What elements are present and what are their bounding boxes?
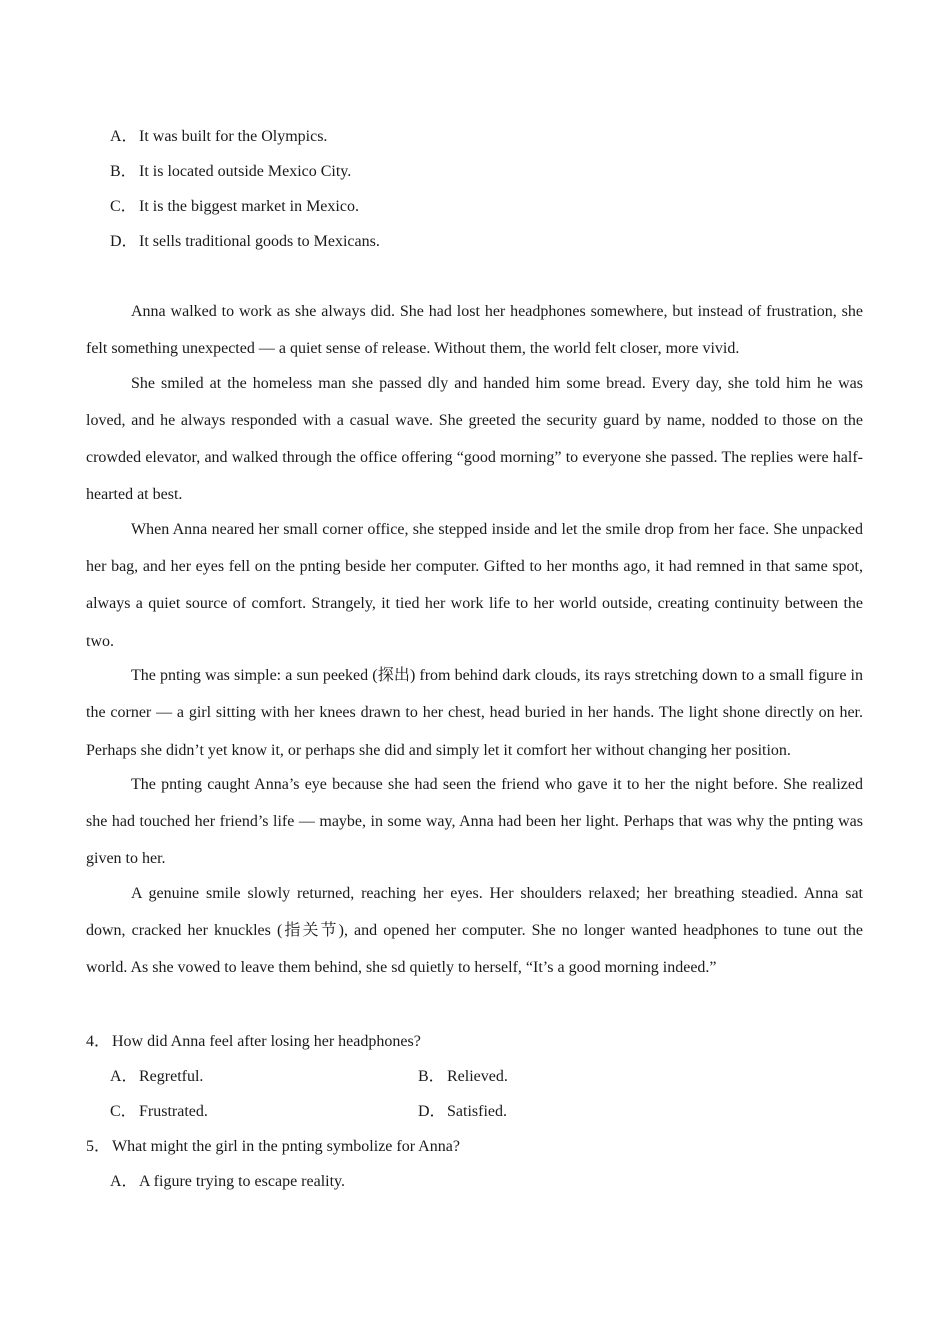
option-text: Frustrated. — [139, 1103, 208, 1120]
passage-paragraph-6: A genuine smile slowly returned, reaching her eyes. Her shoulders relaxed; her breathing steadied. Anna sat down, cracked her knuckles (指关节), and opened her computer. She no longer wanted headphones to tune out the world. As she vowed to leave them behind, she sd quietly to herself, “It’s a good morning indeed.” — [86, 884, 863, 977]
question-4-stem — [86, 1024, 863, 1059]
option-text: Regretful. — [139, 1068, 204, 1085]
option-a — [110, 1173, 345, 1190]
passage-paragraph-4: The pnting was simple: a sun peeked (探出) from behind dark clouds, its rays stretching down to a small figure in the corner — a girl sitting with her knees drawn to her chest, head buried in her hands. The light shone directly on her. Perhaps she didn’t yet know it, or perhaps she did and simply let it comfort her without changing her position. — [86, 666, 863, 759]
option-letter: C． — [110, 198, 137, 215]
question-5-stem — [86, 1129, 863, 1164]
option-b — [110, 154, 870, 189]
option-text: A figure trying to escape reality. — [139, 1173, 345, 1190]
option-letter: B． — [418, 1068, 445, 1085]
option-d — [418, 1094, 507, 1129]
option-letter: A． — [110, 1068, 138, 1085]
option-letter: B． — [110, 163, 137, 180]
option-a — [110, 119, 870, 154]
option-letter: A． — [110, 1173, 138, 1190]
option-text: It is the biggest market in Mexico. — [139, 198, 359, 215]
option-text: It sells traditional goods to Mexicans. — [139, 233, 380, 250]
option-a — [110, 1068, 203, 1085]
option-letter: C． — [110, 1103, 137, 1120]
question-text: How did Anna feel after losing her headphones? — [112, 1033, 421, 1050]
option-text: It is located outside Mexico City. — [139, 163, 352, 180]
question-4-options-row-2 — [86, 1094, 863, 1129]
option-letter: D． — [110, 233, 138, 250]
passage-paragraph-5: The pnting caught Anna’s eye because she had seen the friend who gave it to her the night before. She realized she had touched her friend’s life — maybe, in some way, Anna had been her light. Perhaps that was why the pnting was given to her. — [86, 775, 863, 868]
question-4-options-row-1 — [86, 1059, 863, 1094]
question-number: 5． — [86, 1138, 111, 1155]
previous-question-options — [110, 119, 870, 259]
option-c — [110, 189, 870, 224]
option-text: Relieved. — [447, 1068, 508, 1085]
option-text: Satisfied. — [447, 1103, 507, 1120]
passage-paragraph-2: She smiled at the homeless man she passed dly and handed him some bread. Every day, she told him he was loved, and he always responded with a casual wave. She greeted the security guard by name, nodded to those on the crowded elevator, and walked through the office offering “good morning” to everyone she passed. The replies were half-hearted at best. — [86, 374, 863, 504]
passage-paragraph-1: Anna walked to work as she always did. She had lost her headphones somewhere, but instead of frustration, she felt something unexpected — a quiet sense of release. Without them, the world felt closer, more vivid. — [86, 303, 863, 358]
option-d — [110, 224, 870, 259]
questions-section — [86, 1024, 863, 1199]
option-b — [418, 1059, 508, 1094]
option-text: It was built for the Olympics. — [139, 128, 328, 145]
option-c — [110, 1103, 208, 1120]
reading-passage — [86, 293, 863, 987]
option-letter: D． — [418, 1103, 446, 1120]
option-letter: A． — [110, 128, 138, 145]
question-5-options-row-1 — [86, 1164, 863, 1199]
question-number: 4． — [86, 1033, 111, 1050]
question-text: What might the girl in the pnting symbolize for Anna? — [112, 1138, 460, 1155]
passage-paragraph-3: When Anna neared her small corner office, she stepped inside and let the smile drop from her face. She unpacked her bag, and her eyes fell on the pnting beside her computer. Gifted to her months ago, it had remned in that same spot, always a quiet source of comfort. Strangely, it tied her work life to her world outside, creating continuity between the two. — [86, 520, 863, 650]
